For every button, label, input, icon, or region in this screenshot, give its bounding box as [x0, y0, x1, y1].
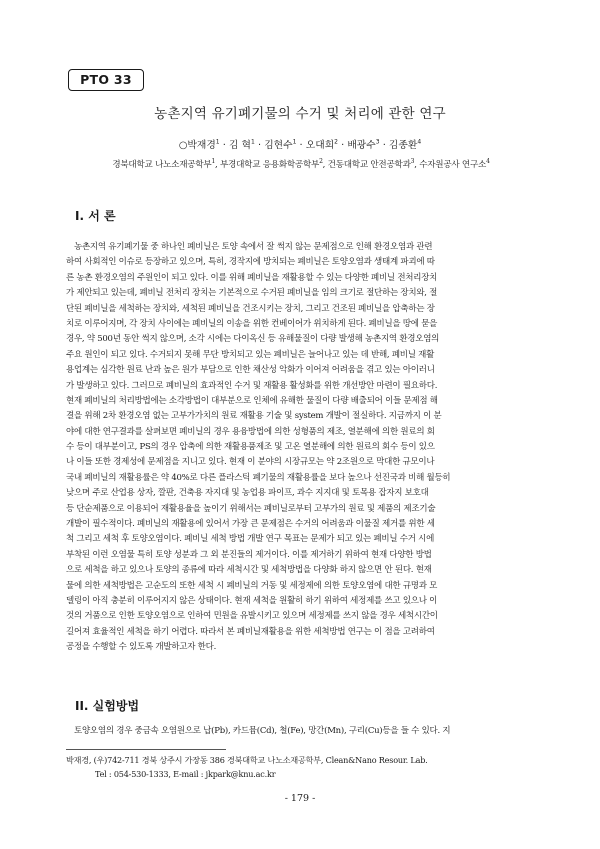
text-line: 공정을 수행할 수 있도록 개발하고자 한다.	[66, 642, 217, 653]
author-affiliation-mark: 3	[375, 138, 380, 146]
text-line: 결을 위해 2차 환경오염 없는 고부가가치의 원료 재활용 기술 및 system 개발이 절실하다. 지금까지 이 분	[66, 411, 442, 422]
text-line: 나 이들 또한 경제성에 문제점을 지니고 있다. 현재 이 분야의 시장규모는 약 2조원으로 막대한 규모이나	[66, 457, 435, 468]
text-line: 른 농촌 환경오염의 주원인이 되고 있다. 이를 위해 폐비닐을 재활용할 수 있는 다양한 폐비닐 전처리장치	[66, 272, 438, 283]
affiliation-mark: 1	[211, 158, 216, 166]
author-affiliation-mark: 1	[251, 138, 255, 146]
text-line: 가 제안되고 있는데, 폐비닐 전처리 장치는 기본적으로 수거된 폐비닐을 임의 크기로 절단하는 장치와, 절	[66, 288, 438, 299]
text-line: 야에 대한 연구결과를 살펴보면 폐비닐의 경우 용융방법에 의한 성형품의 제조, 열분해에 의한 원료의 회	[66, 426, 435, 437]
text-line: 개발이 필수적이다. 폐비닐의 재활용에 있어서 가장 큰 문제점은 수거의 어려움과 이물질 제거를 위한 세	[66, 519, 435, 530]
author-affiliation-mark: 2	[334, 138, 338, 146]
text-line: 척 그리고 세척 후 토양오염이다. 폐비닐 세척 방법 개발 연구 목표는 문제가 되고 있는 폐비닐 수거 시에	[66, 534, 435, 545]
text-line: 길어져 효율적인 세척을 하기 어렵다. 따라서 본 폐비닐재활용을 위한 세척방법 연구는 이 점을 고려하여	[66, 626, 435, 637]
text-line: 수 등이 대부분이고, PS의 경우 압축에 의한 재활용품제조 및 고온 열분해에 의한 원료의 회수 등이 있으	[66, 442, 435, 453]
author-affiliation-mark: 4	[417, 138, 422, 146]
author-name: ○박재경$^1$	[178, 138, 220, 151]
text-line: 현재 폐비닐의 처리방법에는 소각방법이 대부분으로 인체에 유해한 물질이 다량 배출되어 이들 문제점 해	[66, 395, 438, 406]
text-line: 델링이 아직 충분히 이루어지지 않은 상태이다. 현재 세척을 원활히 하기 위하여 세정제를 쓰고 있으나 이	[66, 595, 438, 606]
footnote-divider	[66, 749, 226, 750]
paper-title: 농촌지역 유기폐기물의 수거 및 처리에 관한 연구	[154, 106, 446, 122]
author-name: 김현수$^1$	[264, 138, 297, 151]
text-line: 농촌지역 유기폐기물 중 하나인 폐비닐은 토양 속에서 잘 썩지 않는 문제점으로 인해 환경오염과 관련	[74, 242, 433, 252]
affiliation-mark: 3	[410, 158, 415, 166]
author-name: 배광수$^3$	[347, 138, 380, 151]
text-line: 낮으며 주로 산업용 상자, 깔판, 건축용 자지대 및 농업용 파이프, 과수 지지대 및 토목용 잡자지 보호대	[66, 488, 429, 499]
section-heading-methods: II. 실험방법	[75, 699, 140, 713]
footnote-contact: Tel : 054-530-1333, E-mail : jkpark@knu.ac.kr	[95, 768, 276, 779]
text-line: 주요 원인이 되고 있다. 수거되지 못해 무단 방치되고 있는 폐비닐은 늘어나고 있는 데 반해, 폐비닐 재활	[66, 349, 435, 360]
text-line: 물에 의한 세척방법은 고순도의 또한 세척 시 폐비닐의 거동 및 세정제에 의한 토양오염에 대한 규명과 모	[66, 580, 438, 591]
author-name: 김종환$^4$	[388, 138, 422, 151]
section-heading-introduction: I. 서 론	[75, 209, 116, 223]
text-line: 단된 폐비닐을 세척하는 장치와, 세척된 폐비닐을 건조시키는 장치, 그리고 건조된 폐비닐을 압축하는 장	[66, 303, 435, 314]
author-name: 김 혁$^1$	[228, 138, 255, 151]
affiliation-mark: 4	[486, 158, 490, 166]
page-number: - 179 -	[284, 793, 316, 804]
text-line: 하여 사회적인 이슈로 등장하고 있으며, 특히, 경작지에 방치되는 폐비닐은 토양오염과 생태계 파괴에 따	[66, 257, 435, 268]
introduction-body	[66, 240, 538, 656]
text-line: 국내 폐비닐의 재활용률은 약 40%로 다른 플라스틱 폐기물의 재활용률을 보다 높으나 선진국과 비해 월등히	[66, 472, 451, 483]
text-line: 것의 거품으로 인한 토양오염으로 인하여 민원을 유발시키고 있으며 세정제를 쓰지 않을 경우 세척시간이	[66, 611, 438, 622]
text-line: 부착된 이런 오염물 특히 토양 성분과 그 외 분진들의 제거이다. 이를 제거하기 위하여 현재 다양한 방법	[66, 549, 432, 560]
text-line: 치로 이루어지며, 각 장치 사이에는 폐비닐의 이송을 위한 컨베이어가 위치하게 된다. 폐비닐을 땅에 묻을	[66, 318, 438, 329]
methods-body	[66, 724, 538, 739]
footnote-address: 박재경, (우)742-711 경북 상주시 가장동 386 경북대학교 나노소재공학부, Clean&Nano Resour. Lab.	[66, 755, 428, 765]
affiliation-name: 부경대학교 응용화학공학부$^2$	[219, 158, 323, 170]
text-line: 등 단순제품으로 이용되어 재활용율을 높이기 위해서는 폐비닐로부터 고부가의 원료 및 제품의 제조기술	[66, 503, 436, 514]
author-affiliation-mark: 1	[215, 138, 220, 146]
session-code: PTO 33	[68, 69, 144, 91]
text-line: 가 발생하고 있다. 그러므로 폐비닐의 효과적인 수거 및 재활용 활성화를 위한 개선방안 마련이 필요하다.	[66, 380, 438, 391]
affiliation-name: 수자원공사 연구소$^4$	[419, 158, 490, 170]
author-affiliation-mark: 1	[292, 138, 297, 146]
footnote	[66, 754, 546, 781]
author-list: ○박재경$^1$ · 김 혁$^1$ · 김현수$^1$ · 오대희$^2$ · 배광수$^3$ · 김종환$^4$	[178, 138, 422, 151]
affiliation-list: 경북대학교 나노소재공학부$^1$, 부경대학교 응용화학공학부$^2$, 건동대학교 안전공학과$^3$, 수자원공사 연구소$^4$	[112, 158, 490, 170]
affiliation-name: 경북대학교 나노소재공학부$^1$	[112, 158, 216, 170]
affiliation-mark: 2	[319, 158, 323, 166]
affiliation-name: 건동대학교 안전공학과$^3$	[327, 158, 415, 170]
author-name: 오대희$^2$	[305, 138, 338, 151]
text-line: 토양오염의 경우 중금속 오염원으로 납(Pb), 카드뮴(Cd), 철(Fe), 망간(Mn), 구리(Cu)등을 들 수 있다. 지	[74, 726, 451, 736]
text-line: 용업계는 심각한 원료 난과 높은 원가 부담으로 인한 채산성 악화가 이어져 어려움을 겪고 있는 아이러니	[66, 365, 435, 376]
text-line: 으로 세척을 하고 있으나 토양의 종류에 따라 세척시간 및 세척방법을 다양화 하지 않으면 안 된다. 현재	[66, 565, 432, 576]
text-line: 경우, 약 500년 동안 썩지 않으며, 소각 시에는 다이옥신 등 유해물질이 다량 발생해 농촌지역 환경오염의	[66, 334, 440, 345]
